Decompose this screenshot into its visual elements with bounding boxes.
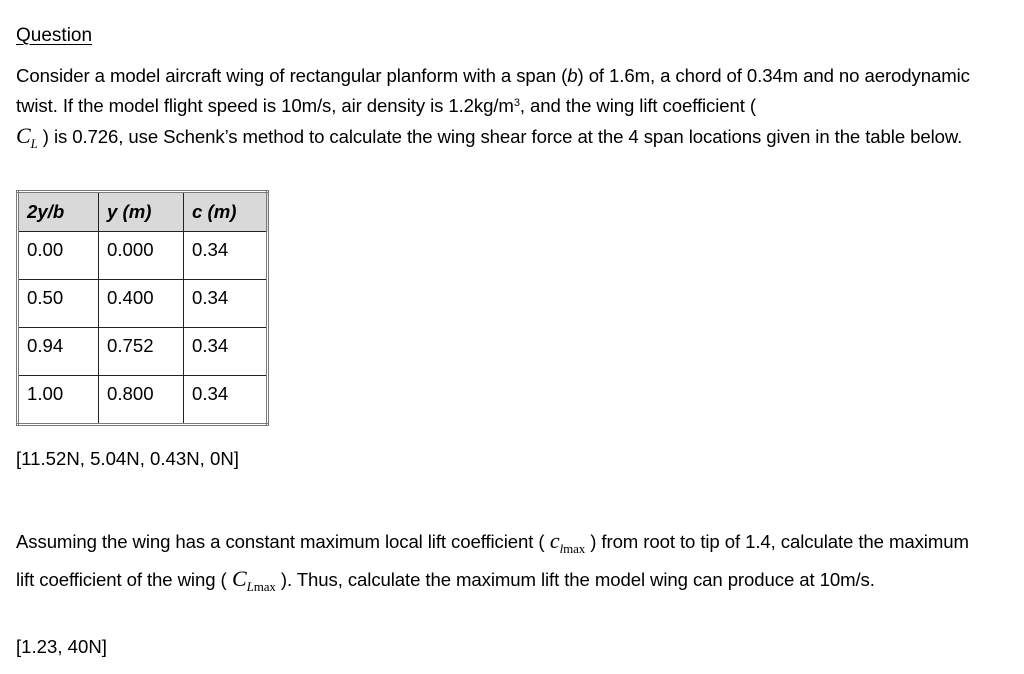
span-locations-table bbox=[16, 190, 269, 426]
question-2-text bbox=[16, 523, 991, 599]
cell-y: 0.752 bbox=[99, 328, 184, 376]
local-max-lift-coefficient-subscript bbox=[560, 541, 586, 556]
cell-y: 0.000 bbox=[99, 232, 184, 280]
cubed-superscript: 3 bbox=[513, 97, 520, 109]
table-header-row bbox=[18, 192, 268, 232]
cl-symbol-letter: C bbox=[16, 123, 31, 148]
CLmax-symbol-letter: C bbox=[232, 566, 247, 591]
q2-text-part: ). Thus, calculate the maximum lift the model wing can produce at 10m/s. bbox=[280, 569, 875, 590]
cell-2y-b: 0.94 bbox=[18, 328, 99, 376]
q1-text-part: ) of 1.6m, a chord of 0.34m and no aerodynamic twist. If the model flight speed is 10m/s, air density is 1.2kg/m bbox=[16, 65, 970, 116]
cell-c: 0.34 bbox=[184, 280, 268, 328]
clmax-symbol-letter: c bbox=[549, 528, 560, 553]
table-row bbox=[18, 280, 268, 328]
question-heading: Question bbox=[16, 25, 93, 46]
lift-coefficient-symbol bbox=[16, 123, 31, 148]
question-1-text bbox=[16, 61, 991, 154]
clmax-sub-italic: l bbox=[559, 541, 564, 556]
q1-text-part: , and the wing lift coefficient ( bbox=[519, 95, 756, 116]
header-y: y (m) bbox=[99, 192, 184, 232]
wing-max-lift-coefficient-symbol bbox=[227, 566, 247, 591]
header-2y-b: 2y/b bbox=[18, 192, 99, 232]
q2-text-part: Assuming the wing has a constant maximum local lift coefficient ( bbox=[16, 531, 545, 552]
header-c: c (m) bbox=[184, 192, 268, 232]
q1-text-part: Consider a model aircraft wing of rectangular planform with a span ( bbox=[16, 65, 568, 86]
span-symbol-b: b bbox=[567, 65, 578, 86]
clmax-sub-roman: max bbox=[563, 541, 586, 556]
local-max-lift-coefficient-symbol bbox=[544, 528, 559, 553]
lift-coefficient-subscript bbox=[31, 136, 38, 151]
wing-max-lift-coefficient-subscript bbox=[247, 579, 276, 594]
table-row bbox=[18, 328, 268, 376]
cell-c: 0.34 bbox=[184, 376, 268, 425]
table-row bbox=[18, 232, 268, 280]
CLmax-sub-roman: max bbox=[253, 579, 276, 594]
q2-text-part: ) from root to tip of 1.4, calculate the maximum lift coefficient of the wing ( bbox=[16, 531, 969, 590]
cell-y: 0.800 bbox=[99, 376, 184, 425]
cell-2y-b: 0.00 bbox=[18, 232, 99, 280]
cell-c: 0.34 bbox=[184, 328, 268, 376]
cell-2y-b: 1.00 bbox=[18, 376, 99, 425]
cell-y: 0.400 bbox=[99, 280, 184, 328]
answer-1: [11.52N, 5.04N, 0.43N, 0N] bbox=[16, 448, 239, 469]
q1-text-part: ) is 0.726, use Schenk’s method to calculate the wing shear force at the 4 span locations given in the table below. bbox=[42, 126, 963, 147]
cl-subscript-letter: L bbox=[30, 136, 38, 151]
CLmax-sub-italic: L bbox=[246, 579, 254, 594]
answer-2: [1.23, 40N] bbox=[16, 636, 107, 657]
cell-c: 0.34 bbox=[184, 232, 268, 280]
table-row bbox=[18, 376, 268, 425]
cell-2y-b: 0.50 bbox=[18, 280, 99, 328]
